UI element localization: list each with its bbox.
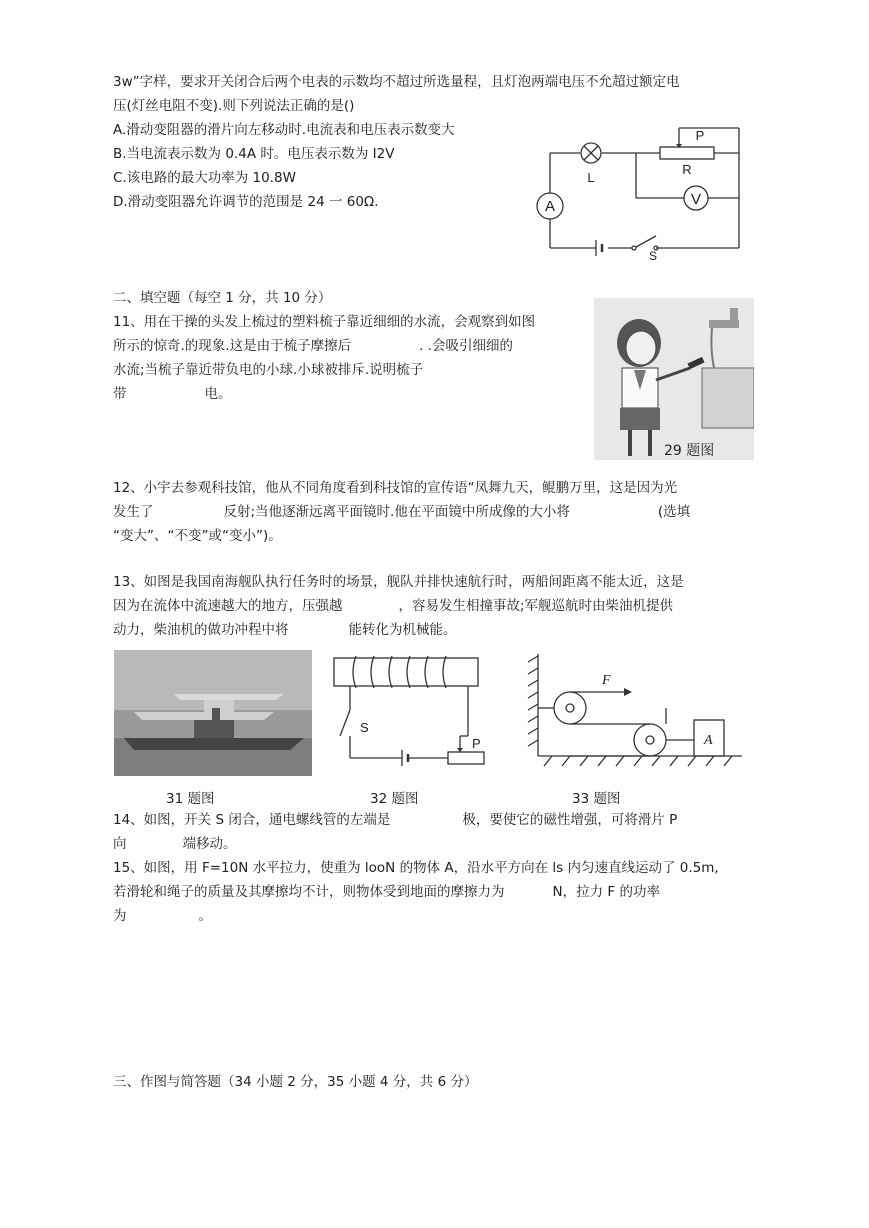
q11-line2-part1: 所示的惊奇 xyxy=(113,338,181,354)
q14-line1-part1: 14、如图，开关 S 闭合，通电螺线管的左端是 xyxy=(113,812,391,828)
q11-line4-part2: 电。 xyxy=(204,386,232,402)
girl-comb-water-illustration xyxy=(594,298,754,460)
fig31-caption: 31 题图 xyxy=(166,791,215,807)
fig33-pulley-system xyxy=(524,648,746,770)
ammeter-label: A xyxy=(544,198,556,215)
fig32-solenoid-circuit xyxy=(328,652,488,772)
section3-title: 三、作图与简答题（34 小题 2 分，35 小题 4 分，共 6 分） xyxy=(113,1074,478,1090)
q14-line2-part1: 向 xyxy=(113,836,127,852)
q10-option-d: D.滑动变阻器允许调节的范围是 24 一 60Ω. xyxy=(113,194,379,210)
q10-option-b: B.当电流表示数为 0.4A 时。电压表示数为 I2V xyxy=(113,146,395,162)
q11-line1: 11、用在干操的头发上梳过的塑料梳子靠近细细的水流，会观察到如图 xyxy=(113,314,536,330)
q15-line3 xyxy=(113,906,212,926)
fig32-switch-label: S xyxy=(360,720,369,735)
fig33-force-label: F xyxy=(602,673,611,688)
q15-line3-part1: 为 xyxy=(113,908,127,924)
q13-line3-part2: 能转化为机械能。 xyxy=(348,622,457,638)
q10-option-c: C.该电路的最大功率为 10.8W xyxy=(113,170,296,186)
q13-line1: 13、如图是我国南海舰队执行任务时的场景，舰队并排快速航行时，两船间距离不能太近，这是 xyxy=(113,574,684,590)
q14-line1-part2: 极，要使它的磁性增强，可将滑片 P xyxy=(462,812,678,828)
q12-line2 xyxy=(113,502,690,522)
q15-line2-part2: N，拉力 F 的功率 xyxy=(552,884,660,900)
slider-label: P xyxy=(695,128,705,143)
q11-line4-part1: 带 xyxy=(113,386,127,402)
switch-label: S xyxy=(648,249,658,263)
q15-line1: 15、如图，用 F=10N 水平拉力，使重为 looN 的物体 A，沿水平方向在 ls 内匀速直线运动了 0.5m, xyxy=(113,860,719,876)
q10-option-a: A.滑动变阻器的滑片向左移动时.电流表和电压表示数变大 xyxy=(113,122,455,138)
q13-line3-part1: 动力，柴油机的做功冲程中将 xyxy=(113,622,289,638)
q11-line2-part2: 的现象.这是由于梳子摩擦后 xyxy=(184,338,352,354)
q12-line1: 12、小宇去参观科技馆，他从不同角度看到科技馆的宣传语“凤舞九天，鲲鹏万里，这是因为光 xyxy=(113,480,678,496)
q10-circuit-diagram xyxy=(532,118,752,263)
rheostat-label: R xyxy=(682,162,692,177)
q11-line2 xyxy=(113,336,513,356)
q13-line2-part2: ，容易发生相撞事故;军舰巡航时由柴油机提供 xyxy=(398,598,674,614)
fig32-caption: 32 题图 xyxy=(370,791,419,807)
q14-line2 xyxy=(113,834,237,854)
voltmeter-label: V xyxy=(690,191,702,208)
q13-line2-part1: 因为在流体中流速越大的地方，压强越 xyxy=(113,598,343,614)
q11-line2-dot: . xyxy=(180,338,185,354)
q11-line4 xyxy=(113,384,232,404)
q15-line3-part2: 。 xyxy=(198,908,212,924)
q14-line1 xyxy=(113,810,677,830)
q12-line2-part2: 反射;当他逐渐远离平面镜时.他在平面镜中所成像的大小将 xyxy=(223,504,570,520)
q11-line3: 水流;当梳子靠近带负电的小球.小球被排斥.说明梳子 xyxy=(113,362,424,378)
q15-line2-part1: 若滑轮和绳子的质量及其摩擦均不计，则物体受到地面的摩擦力为 xyxy=(113,884,505,900)
q10-stem-line2: 压(灯丝电阻不变).则下列说法正确的是() xyxy=(113,98,355,114)
fig31-warships-photo xyxy=(114,650,312,776)
q12-line2-part1: 发生了 xyxy=(113,504,154,520)
q12-line3: “变大”、“不变”或“变小”)。 xyxy=(113,528,282,544)
q11-girl-comb-figure xyxy=(594,298,754,460)
section2-title: 二、填空题（每空 1 分，共 10 分） xyxy=(113,290,332,306)
q11-figure-caption: 29 题图 xyxy=(664,443,715,459)
q12-line2-part3: (选填 xyxy=(657,504,691,520)
q11-line2-part3: . .会吸引细细的 xyxy=(419,338,513,354)
fig32-slider-label: P xyxy=(472,736,481,751)
q15-line2 xyxy=(113,882,660,902)
fig33-block-label: A xyxy=(704,733,713,748)
lamp-label: L xyxy=(587,170,595,185)
q10-stem-line1: 3w”字样，要求开关闭合后两个电表的示数均不超过所选量程，且灯泡两端电压不允超过额定电 xyxy=(113,74,680,90)
q13-line2 xyxy=(113,596,673,616)
q14-line2-part2: 端移动。 xyxy=(182,836,237,852)
fig33-caption: 33 题图 xyxy=(572,791,621,807)
q13-line3 xyxy=(113,620,457,640)
